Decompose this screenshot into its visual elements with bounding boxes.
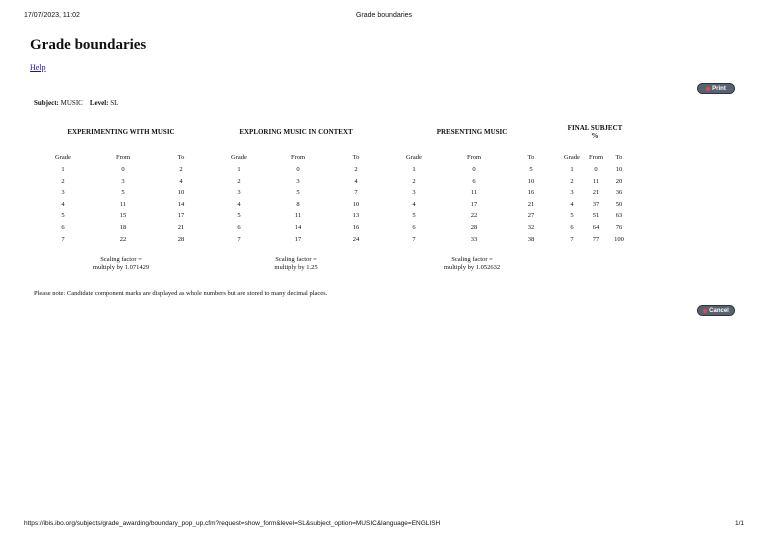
- subject-value: MUSIC: [60, 99, 83, 107]
- table-cell: 10: [615, 166, 623, 173]
- scaling-factor-label: Scaling factor =: [451, 256, 493, 263]
- table-cell: 16: [527, 189, 535, 197]
- table-cell: 7: [61, 235, 65, 243]
- table-cell: 77: [592, 235, 600, 243]
- table-cell: 13: [352, 212, 360, 220]
- table-cell: 21: [527, 200, 535, 208]
- table-cell: 11: [294, 212, 302, 220]
- table-cell: 17: [177, 212, 185, 220]
- table-cell: 32: [527, 224, 535, 231]
- column-header: Grade: [231, 154, 247, 161]
- table-cell: 3: [121, 177, 125, 185]
- print-datetime: 17/07/2023, 11:02: [24, 12, 80, 19]
- component-title: EXPERIMENTING WITH MUSIC: [67, 128, 175, 136]
- subject-label: Subject:: [34, 99, 59, 107]
- table-cell: 7: [570, 235, 574, 243]
- column-header: Grade: [55, 154, 71, 161]
- table-cell: 5: [121, 189, 125, 197]
- table-cell: 8: [296, 200, 300, 208]
- print-button-label: Print: [712, 85, 726, 92]
- table-cell: 27: [527, 212, 535, 220]
- table-cell: 76: [615, 224, 623, 231]
- table-cell: 7: [237, 235, 241, 243]
- table-cell: 24: [352, 235, 360, 243]
- table-cell: 3: [570, 189, 574, 197]
- column-header: To: [527, 154, 535, 161]
- table-cell: 11: [470, 189, 478, 197]
- table-cell: 6: [472, 177, 476, 185]
- column-header: Grade: [406, 154, 422, 161]
- print-footer-url: https://ibis.ibo.org/subjects/grade_awarding/boundary_pop_up.cfm?request=show_form&level=SL&subject_option=MUSIC&language=ENGLISH: [24, 520, 441, 527]
- print-header-title: Grade boundaries: [355, 12, 413, 19]
- scaling-factor-label: Scaling factor =: [275, 256, 317, 263]
- table-cell: 17: [470, 200, 478, 208]
- column-header: Grade: [564, 154, 580, 161]
- table-cell: 4: [179, 177, 183, 185]
- table-cell: 22: [119, 235, 127, 243]
- table-cell: 64: [592, 224, 600, 231]
- column-header: From: [290, 154, 306, 161]
- final-subject-title: FINAL SUBJECT: [567, 124, 623, 132]
- table-cell: 0: [594, 166, 598, 173]
- table-cell: 1: [61, 166, 65, 173]
- table-cell: 10: [177, 189, 185, 197]
- table-cell: 5: [237, 212, 241, 220]
- table-cell: 17: [294, 235, 302, 243]
- table-cell: 2: [570, 177, 574, 185]
- cancel-button[interactable]: [697, 305, 735, 316]
- table-cell: 4: [61, 200, 65, 208]
- print-button[interactable]: [697, 83, 735, 94]
- table-cell: 2: [179, 166, 183, 173]
- table-cell: 28: [177, 235, 185, 243]
- note-text: Please note: Candidate component marks are displayed as whole numbers but are stored to many decimal places.: [34, 290, 328, 297]
- final-subject-percent: %: [591, 132, 599, 140]
- table-cell: 5: [61, 212, 65, 220]
- table-cell: 4: [237, 200, 241, 208]
- table-cell: 51: [592, 212, 600, 220]
- scaling-factor-label: Scaling factor =: [100, 256, 142, 263]
- table-cell: 50: [615, 200, 623, 208]
- table-cell: 4: [570, 200, 574, 208]
- scaling-factor-value: multiply by 1.25: [274, 264, 318, 271]
- table-cell: 2: [237, 177, 241, 185]
- column-header: From: [588, 154, 604, 161]
- table-cell: 5: [296, 189, 300, 197]
- column-header: From: [466, 154, 482, 161]
- component-title: EXPLORING MUSIC IN CONTEXT: [239, 128, 353, 136]
- table-cell: 21: [592, 189, 600, 197]
- help-link[interactable]: Help: [30, 63, 46, 72]
- table-cell: 3: [296, 177, 300, 185]
- table-cell: 2: [61, 177, 65, 185]
- level-value: SL: [110, 99, 119, 107]
- table-cell: 18: [119, 224, 127, 231]
- component-title: PRESENTING MUSIC: [436, 128, 508, 136]
- table-cell: 11: [119, 200, 127, 208]
- table-cell: 33: [470, 235, 478, 243]
- print-icon: [706, 87, 710, 91]
- table-cell: 6: [61, 224, 65, 231]
- table-cell: 21: [177, 224, 185, 231]
- table-cell: 16: [352, 224, 360, 231]
- page-title: Grade boundaries: [30, 37, 147, 53]
- table-cell: 14: [177, 200, 185, 208]
- table-cell: 4: [412, 200, 416, 208]
- table-cell: 6: [570, 224, 574, 231]
- table-cell: 36: [615, 189, 623, 197]
- table-cell: 28: [470, 224, 478, 231]
- print-footer-page: 1/1: [734, 520, 744, 527]
- table-cell: 2: [354, 166, 358, 173]
- scaling-factor-value: multiply by 1.071429: [92, 264, 150, 271]
- table-cell: 14: [294, 224, 302, 231]
- table-cell: 1: [237, 166, 241, 173]
- table-cell: 63: [615, 212, 623, 220]
- table-cell: 3: [412, 189, 416, 197]
- table-cell: 22: [470, 212, 478, 220]
- table-cell: 37: [592, 200, 600, 208]
- column-header: To: [352, 154, 360, 161]
- scaling-factor-value: multiply by 1.052632: [443, 264, 501, 271]
- column-header: To: [177, 154, 185, 161]
- table-cell: 15: [119, 212, 127, 220]
- table-cell: 7: [412, 235, 416, 243]
- table-cell: 38: [527, 235, 535, 243]
- subject-line: [34, 99, 118, 107]
- cancel-icon: [703, 309, 707, 313]
- table-cell: 4: [354, 177, 358, 185]
- table-cell: 7: [354, 189, 358, 197]
- table-cell: 0: [121, 166, 125, 173]
- table-cell: 10: [352, 200, 360, 208]
- table-cell: 2: [412, 177, 416, 185]
- table-cell: 6: [412, 224, 416, 231]
- table-cell: 5: [412, 212, 416, 220]
- table-cell: 6: [237, 224, 241, 231]
- table-cell: 11: [592, 177, 600, 185]
- column-header: From: [115, 154, 131, 161]
- table-cell: 5: [570, 212, 574, 220]
- table-cell: 3: [61, 189, 65, 197]
- table-cell: 10: [527, 177, 535, 185]
- table-cell: 100: [614, 235, 624, 243]
- table-cell: 20: [615, 177, 623, 185]
- table-cell: 1: [570, 166, 574, 173]
- cancel-button-label: Cancel: [709, 307, 729, 314]
- column-header: To: [615, 154, 623, 161]
- table-cell: 5: [529, 166, 533, 173]
- table-cell: 0: [296, 166, 300, 173]
- table-cell: 1: [412, 166, 416, 173]
- table-cell: 3: [237, 189, 241, 197]
- table-cell: 0: [472, 166, 476, 173]
- level-label: Level:: [89, 99, 109, 107]
